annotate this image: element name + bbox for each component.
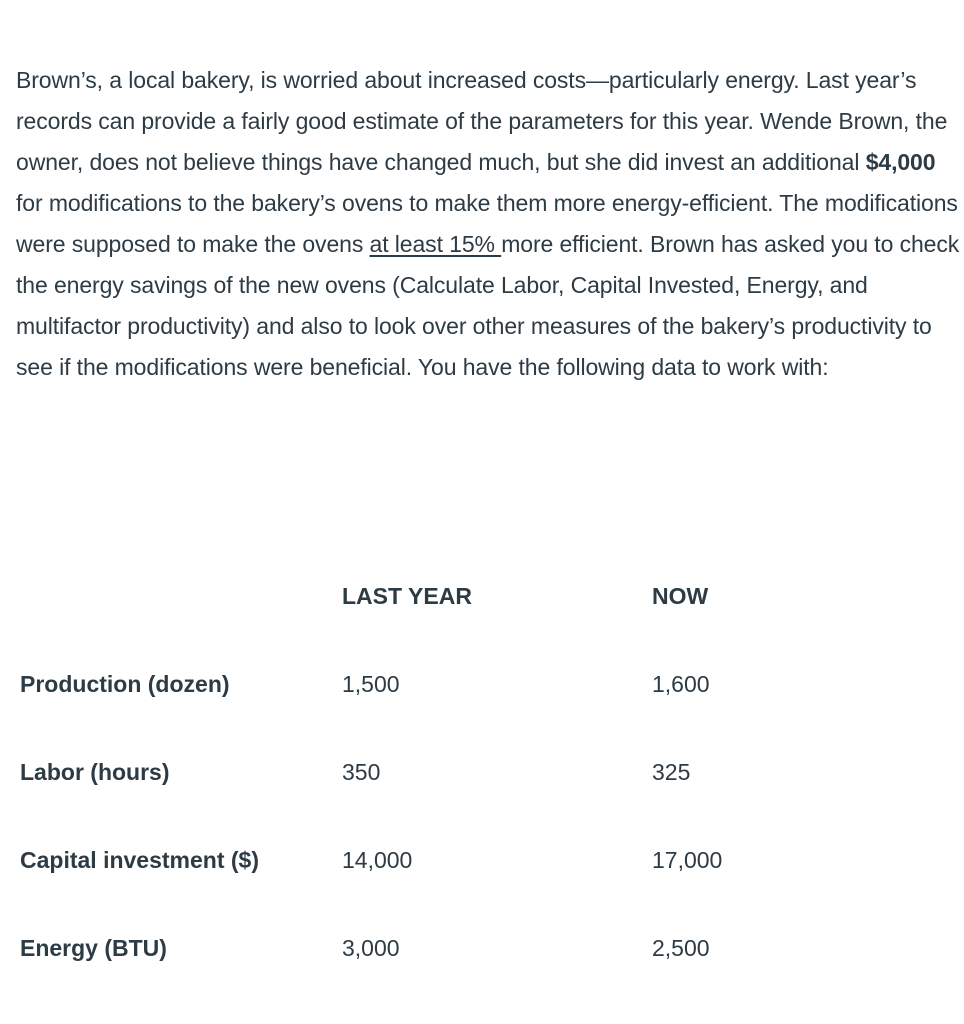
efficiency-target: at least 15% [369, 231, 502, 257]
description-text-part3: more efficient. Brown has asked you to check the energy savings of the new ovens (Calculate Labor, Capital Invested, Energy, and multifactor productivity) and also to look over other measures of the bakery’s productivity to see if the modifications were beneficial. You have the following data to work with: [16, 231, 960, 380]
row-now-value: 1,600 [652, 670, 710, 697]
row-now-value: 2,500 [652, 934, 710, 961]
row-label: Production (dozen) [20, 670, 230, 697]
row-now-value: 325 [652, 758, 691, 785]
description-text-part1: Brown’s, a local bakery, is worried about increased costs—particularly energy. Last year’s records can provide a fairly good estimate of the parameters for this year. Wende Brown, the owner, does not believe things have changed much, but she did invest an additional [16, 67, 948, 175]
bakery-data-table [0, 552, 964, 992]
table-row [0, 816, 964, 904]
row-label: Energy (BTU) [20, 934, 167, 961]
header-last-year: LAST YEAR [342, 582, 472, 609]
description-text-part2: for modifications to the bakery’s ovens to make them more energy-efficient. The modifications were supposed to make the ovens [16, 190, 958, 257]
row-last-year-value: 3,000 [342, 934, 400, 961]
row-last-year-value: 1,500 [342, 670, 400, 697]
row-label: Capital investment ($) [20, 846, 259, 873]
table-header-row [0, 552, 964, 640]
table-row [0, 640, 964, 728]
table-row [0, 904, 964, 992]
row-label: Labor (hours) [20, 758, 170, 785]
row-last-year-value: 350 [342, 758, 381, 785]
header-now: NOW [652, 582, 709, 609]
problem-description [16, 60, 960, 388]
row-now-value: 17,000 [652, 846, 723, 873]
row-last-year-value: 14,000 [342, 846, 413, 873]
investment-amount: $4,000 [865, 149, 936, 175]
header-label [0, 552, 342, 640]
table-row [0, 728, 964, 816]
